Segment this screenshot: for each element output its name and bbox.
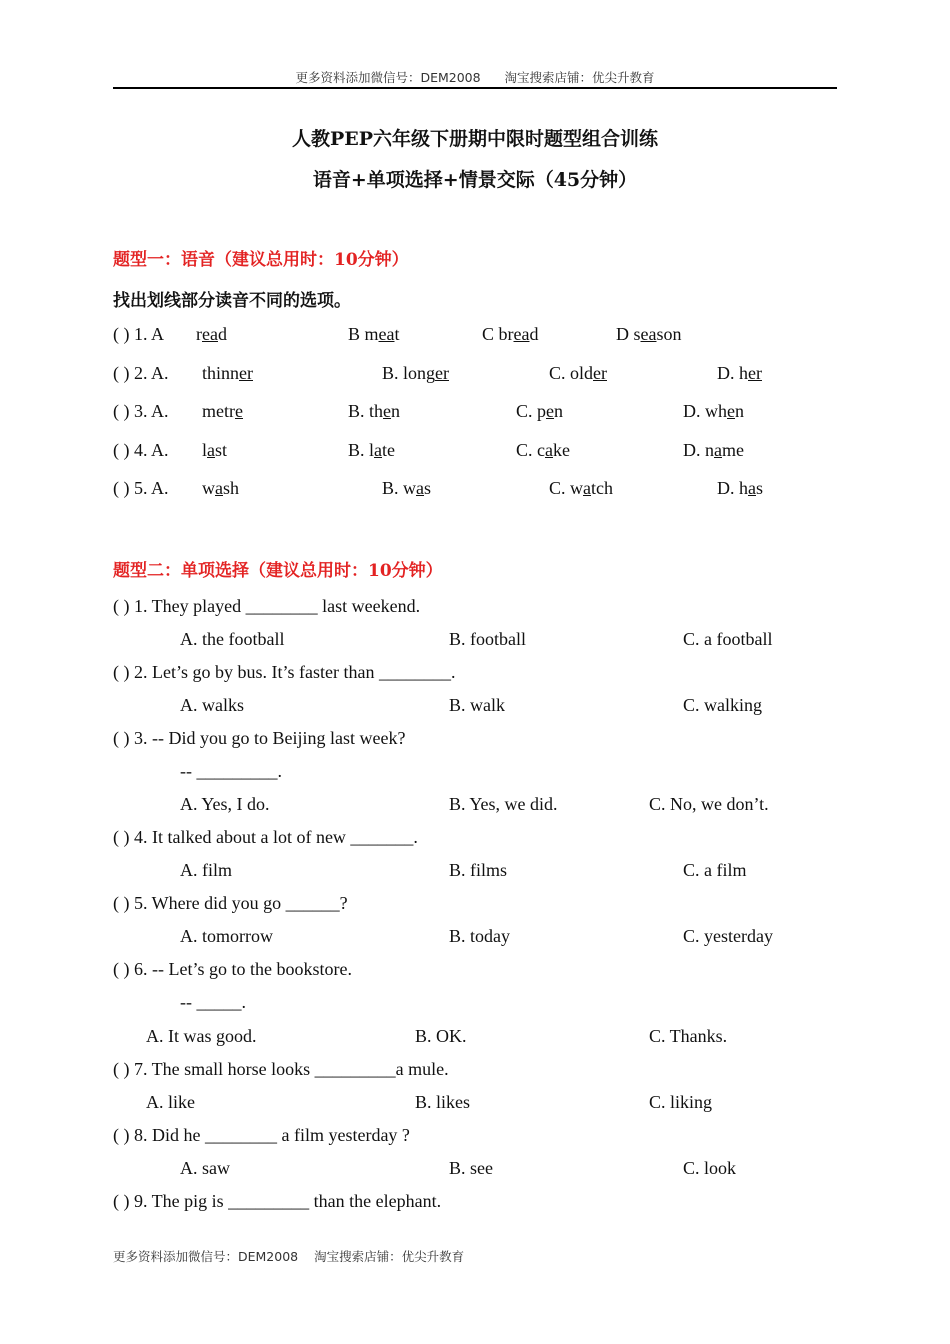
- s1-q4-option-a: last: [202, 440, 228, 460]
- s2-q2-text: ( ) 2. Let’s go by bus. It’s faster than ________.: [113, 662, 456, 682]
- s1-q2-option-a: thinner: [202, 363, 253, 383]
- s2-q8-option-c: C. look: [683, 1158, 737, 1178]
- s2-q5-option-c: C. yesterday: [683, 926, 773, 946]
- s2-q4-text: ( ) 4. It talked about a lot of new _______.: [113, 827, 418, 847]
- s1-q4-option-d: D. name: [683, 440, 744, 460]
- s2-q4-option-c: C. a film: [683, 860, 747, 880]
- s2-q4-option-b: B. films: [449, 860, 508, 880]
- s2-q7-option-a: A. like: [146, 1092, 195, 1112]
- s1-q2-number: ( ) 2. A.: [113, 363, 169, 383]
- s2-q3-option-b: B. Yes, we did.: [449, 794, 558, 814]
- s1-q1-option-b: B meat: [348, 324, 400, 344]
- s2-q1-option-c: C. a football: [683, 629, 773, 649]
- s2-q6-text: ( ) 6. -- Let’s go to the bookstore.: [113, 959, 352, 979]
- s2-q5-text: ( ) 5. Where did you go ______?: [113, 893, 348, 913]
- s1-q1-number: ( ) 1. A: [113, 324, 164, 344]
- s1-q1-option-a: read: [196, 324, 227, 344]
- s1-q3-number: ( ) 3. A.: [113, 401, 169, 421]
- s2-q1-option-b: B. football: [449, 629, 526, 649]
- s1-q3-option-d: D. when: [683, 401, 744, 421]
- s2-q1-option-a: A. the football: [180, 629, 285, 649]
- page-footer: [113, 1247, 476, 1265]
- s2-q2-option-b: B. walk: [449, 695, 505, 715]
- s1-q5-option-d: D. has: [717, 478, 764, 498]
- s2-q8-option-a: A. saw: [180, 1158, 230, 1178]
- s1-q5-option-a: wash: [202, 478, 240, 498]
- s2-q1-text: ( ) 1. They played ________ last weekend.: [113, 596, 421, 616]
- s2-q6-option-a: A. It was good.: [146, 1026, 257, 1046]
- s1-q5-option-c: C. watch: [549, 478, 614, 498]
- section2-heading: 题型二：单项选择（建议总用时：10分钟）: [113, 561, 443, 581]
- s1-q5-option-b: B. was: [382, 478, 432, 498]
- s1-q3-option-a: metre: [202, 401, 243, 421]
- page-header: [0, 68, 950, 86]
- s2-q6-option-c: C. Thanks.: [649, 1026, 728, 1046]
- s2-q5-option-a: A. tomorrow: [180, 926, 273, 946]
- footer-wechat: 更多资料添加微信号：DEM2008: [113, 1249, 299, 1264]
- s1-q2-option-b: B. longer: [382, 363, 449, 383]
- s2-q7-option-b: B. likes: [415, 1092, 471, 1112]
- s1-q4-option-b: B. late: [348, 440, 396, 460]
- s2-q3-option-c: C. No, we don’t.: [649, 794, 769, 814]
- s1-q3-option-c: C. pen: [516, 401, 564, 421]
- s1-q5-number: ( ) 5. A.: [113, 478, 169, 498]
- section1-heading: 题型一：语音（建议总用时：10分钟）: [113, 250, 409, 270]
- page-subtitle: 语音+单项选择+情景交际（45分钟）: [312, 169, 638, 191]
- s2-q3-text: ( ) 3. -- Did you go to Beijing last week?: [113, 728, 406, 748]
- s1-q2-option-d: D. her: [717, 363, 762, 383]
- s2-q4-option-a: A. film: [180, 860, 232, 880]
- s2-q5-option-b: B. today: [449, 926, 510, 946]
- s2-q2-option-c: C. walking: [683, 695, 762, 715]
- s2-q6-option-b: B. OK.: [415, 1026, 467, 1046]
- s1-q1-option-d: D season: [616, 324, 682, 344]
- header-rule: [113, 87, 837, 89]
- footer-shop: 淘宝搜索店铺：优尖升教育: [314, 1249, 465, 1264]
- s2-q6-reply: -- _____.: [180, 992, 246, 1012]
- header-wechat: 更多资料添加微信号：DEM2008: [295, 70, 481, 85]
- s2-q8-option-b: B. see: [449, 1158, 493, 1178]
- header-shop: 淘宝搜索店铺：优尖升教育: [504, 70, 655, 85]
- s1-q1-option-c: C bread: [482, 324, 539, 344]
- s2-q8-text: ( ) 8. Did he ________ a film yesterday ?: [113, 1125, 410, 1145]
- s2-q7-option-c: C. liking: [649, 1092, 713, 1112]
- section1-instruction: 找出划线部分读音不同的选项。: [113, 291, 351, 311]
- s2-q9-text: ( ) 9. The pig is _________ than the elephant.: [113, 1191, 442, 1211]
- s2-q2-option-a: A. walks: [180, 695, 244, 715]
- s1-q4-number: ( ) 4. A.: [113, 440, 169, 460]
- s1-q2-option-c: C. older: [549, 363, 607, 383]
- page-title: 人教PEP六年级下册期中限时题型组合训练: [291, 128, 659, 150]
- s1-q4-option-c: C. cake: [516, 440, 570, 460]
- s2-q3-option-a: A. Yes, I do.: [180, 794, 270, 814]
- s2-q7-text: ( ) 7. The small horse looks _________a mule.: [113, 1059, 449, 1079]
- s1-q3-option-b: B. then: [348, 401, 401, 421]
- s2-q3-reply: -- _________.: [180, 761, 282, 781]
